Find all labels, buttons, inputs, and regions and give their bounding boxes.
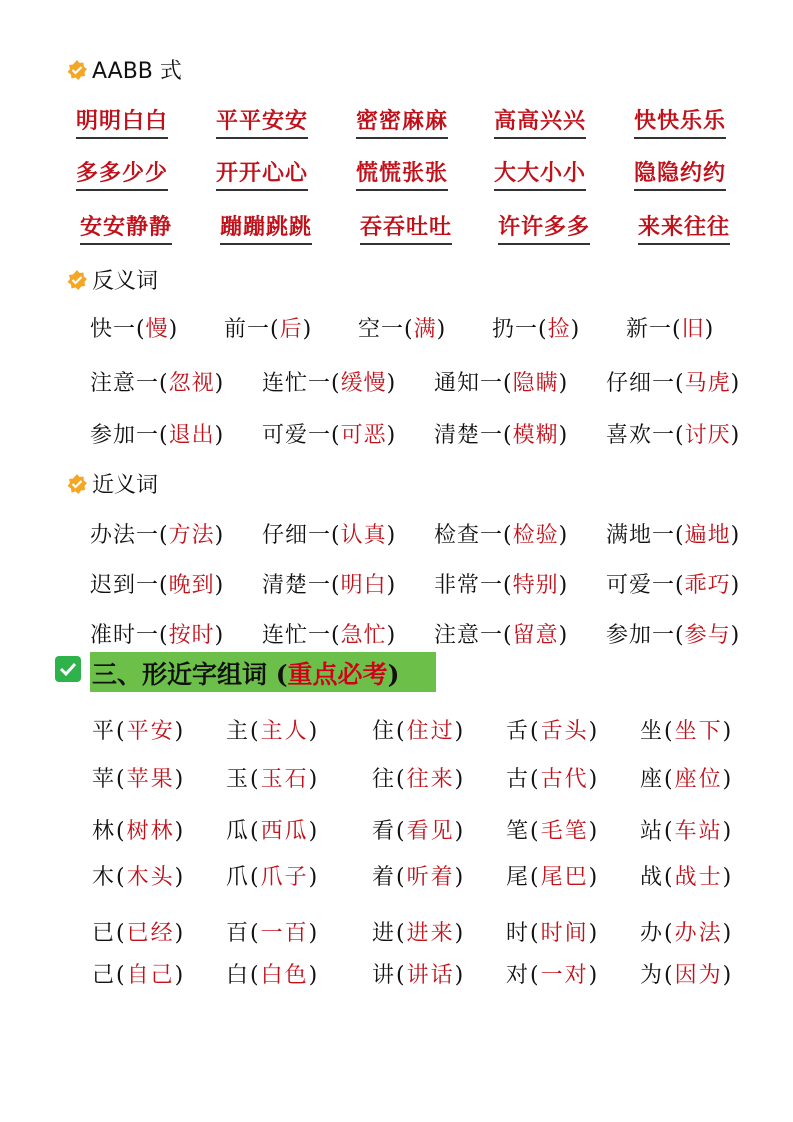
pair-answer: 树林 xyxy=(126,819,175,844)
pair-prompt: 可爱一( xyxy=(262,423,341,448)
pair-prompt: 检查一( xyxy=(434,523,513,548)
pair-close: ) xyxy=(722,719,734,744)
section-title: 反义词 xyxy=(92,269,159,294)
pair-answer: 晚到 xyxy=(168,573,215,598)
word-pair-item xyxy=(434,418,568,449)
pair-prompt: 办( xyxy=(640,921,675,946)
pair-close: ) xyxy=(722,921,734,946)
idiom-item: 大大小小 xyxy=(494,156,586,191)
char-group-item xyxy=(226,714,319,745)
pair-answer: 进来 xyxy=(406,921,455,946)
pair-answer: 自己 xyxy=(126,963,175,988)
pair-prompt: 新一( xyxy=(626,317,682,342)
char-group-item xyxy=(92,958,185,989)
word-pair-item xyxy=(262,418,396,449)
pair-answer: 看见 xyxy=(406,819,455,844)
pair-answer: 古代 xyxy=(540,767,589,792)
pair-answer: 平安 xyxy=(126,719,175,744)
char-group-item xyxy=(226,916,319,947)
pair-prompt: 坐( xyxy=(640,719,675,744)
pair-answer: 战士 xyxy=(674,865,723,890)
char-group-item xyxy=(640,714,733,745)
idiom-item: 开开心心 xyxy=(216,156,308,191)
pair-answer: 满 xyxy=(413,317,437,342)
pair-prompt: 木( xyxy=(92,865,127,890)
pair-prompt: 喜欢一( xyxy=(606,423,685,448)
pair-close: ) xyxy=(722,819,734,844)
idiom-item: 平平安安 xyxy=(216,104,308,139)
pair-answer: 已经 xyxy=(126,921,175,946)
pair-close: ) xyxy=(730,623,741,648)
char-group-item xyxy=(92,814,185,845)
pair-close: ) xyxy=(730,573,741,598)
pair-answer: 木头 xyxy=(126,865,175,890)
pair-close: ) xyxy=(588,921,600,946)
pair-close: ) xyxy=(174,767,186,792)
pair-prompt: 为( xyxy=(640,963,675,988)
pair-prompt: 平( xyxy=(92,719,127,744)
pair-close: ) xyxy=(722,963,734,988)
pair-answer: 主人 xyxy=(260,719,309,744)
pair-close: ) xyxy=(386,523,397,548)
pair-prompt: 站( xyxy=(640,819,675,844)
pair-close: ) xyxy=(454,819,466,844)
pair-answer: 爪子 xyxy=(260,865,309,890)
pair-prompt: 着( xyxy=(372,865,407,890)
pair-answer: 西瓜 xyxy=(260,819,309,844)
idiom-item: 吞吞吐吐 xyxy=(360,210,452,245)
pair-answer: 退出 xyxy=(168,423,215,448)
pair-prompt: 战( xyxy=(640,865,675,890)
pair-prompt: 看( xyxy=(372,819,407,844)
idiom-item: 明明白白 xyxy=(76,104,168,139)
pair-prompt: 苹( xyxy=(92,767,127,792)
char-group-item xyxy=(226,860,319,891)
pair-close: ) xyxy=(704,317,715,342)
pair-answer: 特别 xyxy=(512,573,559,598)
pair-close: ) xyxy=(454,719,466,744)
pair-answer: 座位 xyxy=(674,767,723,792)
char-group-item xyxy=(372,814,465,845)
char-group-item xyxy=(640,958,733,989)
pair-close: ) xyxy=(174,921,186,946)
word-pair-item xyxy=(262,618,396,649)
pair-answer: 按时 xyxy=(168,623,215,648)
checkbox-icon xyxy=(55,656,81,682)
pair-answer: 一对 xyxy=(540,963,589,988)
pair-answer: 遍地 xyxy=(684,523,731,548)
word-pair-item xyxy=(90,568,224,599)
pair-answer: 车站 xyxy=(674,819,723,844)
word-pair-item xyxy=(224,312,312,343)
char-group-item xyxy=(372,714,465,745)
idiom-item: 来来往往 xyxy=(638,210,730,245)
pair-answer: 苹果 xyxy=(126,767,175,792)
pair-prompt: 住( xyxy=(372,719,407,744)
pair-close: ) xyxy=(214,371,225,396)
pair-prompt: 参加一( xyxy=(90,423,169,448)
char-group-item xyxy=(92,860,185,891)
char-group-item xyxy=(372,958,465,989)
pair-prompt: 扔一( xyxy=(492,317,548,342)
pair-answer: 讲话 xyxy=(406,963,455,988)
pair-close: ) xyxy=(722,865,734,890)
section-title-emphasis: 重点必考 xyxy=(287,660,388,689)
word-pair-item xyxy=(606,618,740,649)
pair-answer: 白色 xyxy=(260,963,309,988)
pair-close: ) xyxy=(174,719,186,744)
pair-answer: 往来 xyxy=(406,767,455,792)
pair-answer: 坐下 xyxy=(674,719,723,744)
pair-prompt: 办法一( xyxy=(90,523,169,548)
pair-answer: 一百 xyxy=(260,921,309,946)
pair-close: ) xyxy=(308,865,320,890)
word-pair-item xyxy=(90,418,224,449)
pair-answer: 因为 xyxy=(674,963,723,988)
pair-answer: 明白 xyxy=(340,573,387,598)
pair-prompt: 座( xyxy=(640,767,675,792)
char-group-item xyxy=(640,916,733,947)
word-pair-item xyxy=(90,518,224,549)
word-pair-item xyxy=(434,618,568,649)
pair-answer: 玉石 xyxy=(260,767,309,792)
pair-answer: 办法 xyxy=(674,921,723,946)
pair-close: ) xyxy=(174,819,186,844)
pair-close: ) xyxy=(558,371,569,396)
pair-close: ) xyxy=(730,371,741,396)
pair-prompt: 进( xyxy=(372,921,407,946)
idiom-item: 蹦蹦跳跳 xyxy=(220,210,312,245)
char-group-item xyxy=(506,814,599,845)
pair-answer: 乖巧 xyxy=(684,573,731,598)
pair-prompt: 空一( xyxy=(358,317,414,342)
word-pair-item xyxy=(262,518,396,549)
char-group-item xyxy=(506,958,599,989)
idiom-item: 多多少少 xyxy=(76,156,168,191)
pair-close: ) xyxy=(588,865,600,890)
pair-answer: 马虎 xyxy=(684,371,731,396)
word-pair-item xyxy=(626,312,714,343)
pair-prompt: 爪( xyxy=(226,865,261,890)
section-heading-similar-chars xyxy=(92,655,399,691)
pair-answer: 认真 xyxy=(340,523,387,548)
pair-prompt: 对( xyxy=(506,963,541,988)
pair-close: ) xyxy=(588,719,600,744)
pair-prompt: 舌( xyxy=(506,719,541,744)
pair-answer: 尾巴 xyxy=(540,865,589,890)
pair-answer: 模糊 xyxy=(512,423,559,448)
pair-prompt: 时( xyxy=(506,921,541,946)
pair-prompt: 可爱一( xyxy=(606,573,685,598)
char-group-item xyxy=(640,814,733,845)
word-pair-item xyxy=(434,366,568,397)
pair-close: ) xyxy=(308,719,320,744)
char-group-item xyxy=(92,916,185,947)
pair-prompt: 百( xyxy=(226,921,261,946)
char-group-item xyxy=(372,916,465,947)
char-group-item xyxy=(372,762,465,793)
badge-check-icon xyxy=(66,59,88,81)
char-group-item xyxy=(640,762,733,793)
pair-prompt: 准时一( xyxy=(90,623,169,648)
pair-prompt: 笔( xyxy=(506,819,541,844)
char-group-item xyxy=(640,860,733,891)
pair-close: ) xyxy=(214,423,225,448)
badge-check-icon xyxy=(66,269,88,291)
pair-prompt: 清楚一( xyxy=(434,423,513,448)
pair-answer: 讨厌 xyxy=(684,423,731,448)
pair-close: ) xyxy=(168,317,179,342)
pair-close: ) xyxy=(174,963,186,988)
word-pair-item xyxy=(90,366,224,397)
pair-prompt: 连忙一( xyxy=(262,623,341,648)
pair-close: ) xyxy=(386,623,397,648)
pair-close: ) xyxy=(588,767,600,792)
pair-prompt: 古( xyxy=(506,767,541,792)
pair-prompt: 已( xyxy=(92,921,127,946)
pair-close: ) xyxy=(570,317,581,342)
pair-close: ) xyxy=(558,573,569,598)
char-group-item xyxy=(92,714,185,745)
pair-close: ) xyxy=(174,865,186,890)
badge-check-icon xyxy=(66,473,88,495)
pair-prompt: 通知一( xyxy=(434,371,513,396)
pair-prompt: 己( xyxy=(92,963,127,988)
char-group-item xyxy=(506,762,599,793)
word-pair-item xyxy=(492,312,580,343)
char-group-item xyxy=(92,762,185,793)
section-heading-antonyms xyxy=(66,264,158,295)
char-group-item xyxy=(226,958,319,989)
pair-answer: 忽视 xyxy=(168,371,215,396)
pair-answer: 缓慢 xyxy=(340,371,387,396)
char-group-item xyxy=(506,714,599,745)
pair-answer: 可恶 xyxy=(340,423,387,448)
word-pair-item xyxy=(606,518,740,549)
char-group-item xyxy=(506,860,599,891)
pair-close: ) xyxy=(558,423,569,448)
idiom-item: 密密麻麻 xyxy=(356,104,448,139)
pair-close: ) xyxy=(558,523,569,548)
pair-prompt: 迟到一( xyxy=(90,573,169,598)
section-title-end: ) xyxy=(387,660,400,689)
pair-prompt: 仔细一( xyxy=(606,371,685,396)
pair-close: ) xyxy=(214,523,225,548)
pair-close: ) xyxy=(588,963,600,988)
word-pair-item xyxy=(90,312,178,343)
word-pair-item xyxy=(606,366,740,397)
pair-close: ) xyxy=(454,963,466,988)
word-pair-item xyxy=(90,618,224,649)
pair-close: ) xyxy=(214,573,225,598)
pair-close: ) xyxy=(454,921,466,946)
pair-prompt: 连忙一( xyxy=(262,371,341,396)
section-title: AABB 式 xyxy=(92,59,182,84)
pair-answer: 后 xyxy=(279,317,303,342)
pair-prompt: 仔细一( xyxy=(262,523,341,548)
char-group-item xyxy=(226,762,319,793)
pair-close: ) xyxy=(558,623,569,648)
pair-close: ) xyxy=(308,921,320,946)
pair-close: ) xyxy=(722,767,734,792)
pair-prompt: 讲( xyxy=(372,963,407,988)
pair-prompt: 林( xyxy=(92,819,127,844)
pair-answer: 参与 xyxy=(684,623,731,648)
pair-answer: 听着 xyxy=(406,865,455,890)
pair-prompt: 非常一( xyxy=(434,573,513,598)
pair-answer: 隐瞒 xyxy=(512,371,559,396)
word-pair-item xyxy=(262,366,396,397)
pair-prompt: 主( xyxy=(226,719,261,744)
pair-answer: 捡 xyxy=(547,317,571,342)
pair-close: ) xyxy=(730,423,741,448)
pair-answer: 旧 xyxy=(681,317,705,342)
pair-close: ) xyxy=(308,767,320,792)
pair-prompt: 玉( xyxy=(226,767,261,792)
word-pair-item xyxy=(606,418,740,449)
char-group-item xyxy=(506,916,599,947)
word-pair-item xyxy=(262,568,396,599)
idiom-item: 慌慌张张 xyxy=(356,156,448,191)
word-pair-item xyxy=(434,518,568,549)
word-pair-item xyxy=(606,568,740,599)
idiom-item: 许许多多 xyxy=(498,210,590,245)
pair-prompt: 参加一( xyxy=(606,623,685,648)
pair-prompt: 前一( xyxy=(224,317,280,342)
pair-answer: 慢 xyxy=(145,317,169,342)
pair-close: ) xyxy=(302,317,313,342)
idiom-item: 安安静静 xyxy=(80,210,172,245)
word-pair-item xyxy=(358,312,446,343)
pair-prompt: 白( xyxy=(226,963,261,988)
pair-close: ) xyxy=(436,317,447,342)
char-group-item xyxy=(372,860,465,891)
pair-answer: 方法 xyxy=(168,523,215,548)
pair-close: ) xyxy=(730,523,741,548)
pair-close: ) xyxy=(386,371,397,396)
pair-close: ) xyxy=(454,865,466,890)
pair-answer: 检验 xyxy=(512,523,559,548)
pair-prompt: 尾( xyxy=(506,865,541,890)
word-pair-item xyxy=(434,568,568,599)
idiom-item: 快快乐乐 xyxy=(634,104,726,139)
pair-prompt: 注意一( xyxy=(90,371,169,396)
pair-close: ) xyxy=(454,767,466,792)
pair-close: ) xyxy=(588,819,600,844)
pair-answer: 舌头 xyxy=(540,719,589,744)
pair-answer: 时间 xyxy=(540,921,589,946)
section-title-main: 三、形近字组词 ( xyxy=(92,660,288,689)
section-title: 近义词 xyxy=(92,473,159,498)
pair-prompt: 满地一( xyxy=(606,523,685,548)
pair-answer: 急忙 xyxy=(340,623,387,648)
pair-prompt: 瓜( xyxy=(226,819,261,844)
pair-prompt: 快一( xyxy=(90,317,146,342)
pair-close: ) xyxy=(214,623,225,648)
pair-answer: 留意 xyxy=(512,623,559,648)
pair-close: ) xyxy=(386,423,397,448)
pair-prompt: 注意一( xyxy=(434,623,513,648)
section-heading-aabb xyxy=(66,54,182,85)
pair-answer: 毛笔 xyxy=(540,819,589,844)
idiom-item: 高高兴兴 xyxy=(494,104,586,139)
pair-prompt: 清楚一( xyxy=(262,573,341,598)
char-group-item xyxy=(226,814,319,845)
pair-answer: 住过 xyxy=(406,719,455,744)
pair-close: ) xyxy=(308,963,320,988)
pair-close: ) xyxy=(308,819,320,844)
idiom-item: 隐隐约约 xyxy=(634,156,726,191)
pair-prompt: 往( xyxy=(372,767,407,792)
section-heading-synonyms xyxy=(66,468,158,499)
pair-close: ) xyxy=(386,573,397,598)
